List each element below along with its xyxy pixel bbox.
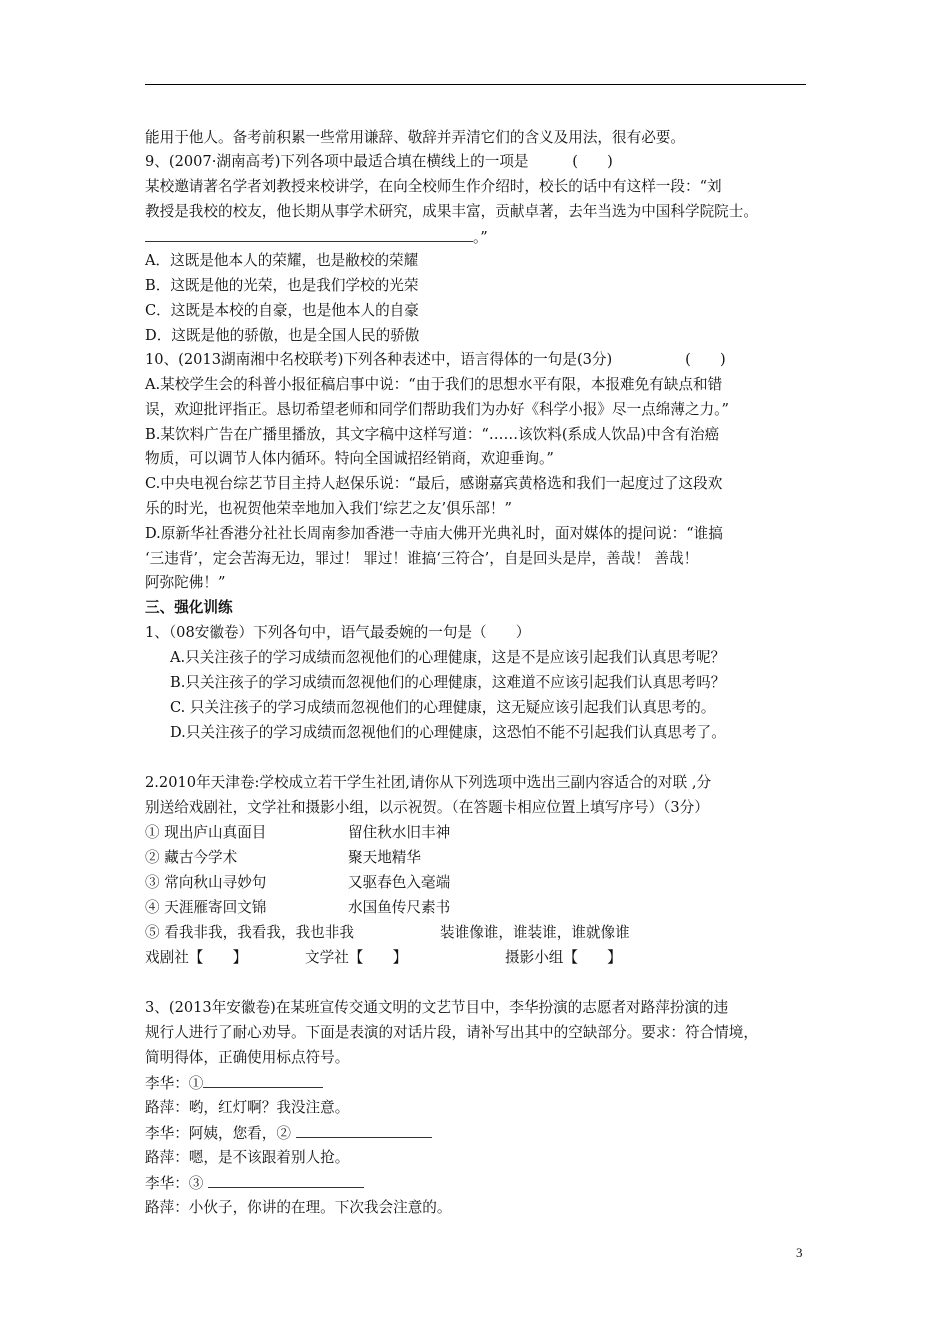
option-d: D．这既是他的骄傲，也是全国人民的骄傲 <box>145 327 420 344</box>
question-3: 3、(2013年安徽卷)在某班宣传交通文明的文艺节目中，李华扮演的志愿者对路萍扮演的违 <box>145 999 729 1016</box>
answer-blank[interactable] <box>145 227 473 242</box>
text-line: 能用于他人。备考前积累一些常用谦辞、敬辞并弄清它们的含义及用法，很有必要。 <box>145 129 685 146</box>
option-a: A.某校学生会的科普小报征稿启事中说：“由于我们的思想水平有限，本报难免有缺点和错 <box>145 376 723 393</box>
answer-photo[interactable]: 摄影小组【 】 <box>505 949 622 966</box>
option-b: B.只关注孩子的学习成绩而忽视他们的心理健康，这难道不应该引起我们认真思考吗？ <box>170 674 726 691</box>
couplet-right: 聚天地精华 <box>348 849 421 866</box>
question-9: 9、(2007·湖南高考)下列各项中最适合填在横线上的一项是 ( ) <box>145 153 613 170</box>
option-a: A.只关注孩子的学习成绩而忽视他们的心理健康，这是不是应该引起我们认真思考呢？ <box>170 649 726 666</box>
couplet-row: ② 藏古今学术 <box>145 849 238 866</box>
text-line: 教授是我校的校友，他长期从事学术研究，成果丰富，贡献卓著，去年当选为中国科学院院士。 <box>145 203 758 220</box>
option-d: D.原新华社香港分社社长周南参加香港一寺庙大佛开光典礼时，面对媒体的提问说：“谁搞 <box>145 525 723 542</box>
option-b: B．这既是他的光荣，也是我们学校的光荣 <box>145 277 419 294</box>
page-number: 3 <box>796 1245 803 1260</box>
dialogue-line: 路萍：小伙子，你讲的在理。下次我会注意的。 <box>145 1199 452 1216</box>
text-line: 简明得体，正确使用标点符号。 <box>145 1049 350 1066</box>
option-d: D.只关注孩子的学习成绩而忽视他们的心理健康，这恐怕不能不引起我们认真思考了。 <box>170 724 726 741</box>
couplet-right: 水国鱼传尺素书 <box>348 899 451 916</box>
couplet-right: 留住秋水旧丰神 <box>348 824 451 841</box>
answer-blank[interactable] <box>203 1073 323 1088</box>
text-line: 物质，可以调节人体内循环。特向全国诚招经销商，欢迎垂询。” <box>145 450 554 467</box>
text-line: 规行人进行了耐心劝导。下面是表演的对话片段，请补写出其中的空缺部分。要求：符合情境， <box>145 1024 758 1041</box>
answer-drama[interactable]: 戏剧社【 】 <box>145 949 248 966</box>
couplet-row: ⑤ 看我非我，我看我，我也非我 <box>145 924 354 941</box>
fill-blank-line <box>145 227 488 248</box>
text-fragment: 。” <box>473 229 488 246</box>
answer-blank[interactable] <box>208 1173 364 1188</box>
couplet-right: 又驱春色入毫端 <box>348 874 451 891</box>
option-a: A．这既是他本人的荣耀，也是敝校的荣耀 <box>145 252 419 269</box>
dialogue-line: 路萍：嗯，是不该跟着别人抢。 <box>145 1149 350 1166</box>
question-1: 1、（08安徽卷）下列各句中，语气最委婉的一句是（ ） <box>145 624 531 641</box>
couplet-row: ③ 常向秋山寻妙句 <box>145 874 267 891</box>
couplet-row: ④ 天涯雁寄回文锦 <box>145 899 267 916</box>
section-heading: 三、强化训练 <box>145 599 233 616</box>
text-line: ‘三违背’，定会苦海无边，罪过！ 罪过！谁搞‘三符合’，自是回头是岸，善哉！ 善哉！ <box>145 550 699 567</box>
text-line: 乐的时光，也祝贺他荣幸地加入我们‘综艺之友’俱乐部！” <box>145 500 512 517</box>
dialogue-line: 李华：③ <box>145 1173 364 1194</box>
dialogue-line: 路萍：哟，红灯啊？我没注意。 <box>145 1099 350 1116</box>
question-10: 10、(2013湖南湘中名校联考)下列各种表述中，语言得体的一句是(3分) ( ) <box>145 351 726 368</box>
option-c: C．这既是本校的自豪，也是他本人的自豪 <box>145 302 419 319</box>
text-line: 阿弥陀佛！” <box>145 574 226 591</box>
answer-literature[interactable]: 文学社【 】 <box>305 949 408 966</box>
couplet-right: 装谁像谁，谁装谁，谁就像谁 <box>440 924 630 941</box>
answer-blank[interactable] <box>296 1123 432 1138</box>
text-line: 别送给戏剧社，文学社和摄影小组，以示祝贺。（在答题卡相应位置上填写序号）（3分） <box>145 799 709 816</box>
text-line: 某校邀请著名学者刘教授来校讲学，在向全校师生作介绍时，校长的话中有这样一段：“刘 <box>145 178 722 195</box>
question-2: 2.2010年天津卷:学校成立若干学生社团,请你从下列选项中选出三副内容适合的对联 ,分 <box>145 774 712 791</box>
dialogue-line: 李华：① <box>145 1073 323 1094</box>
couplet-row: ① 现出庐山真面目 <box>145 824 267 841</box>
header-rule <box>145 84 806 85</box>
option-c: C.中央电视台综艺节目主持人赵保乐说：“最后，感谢嘉宾黄格选和我们一起度过了这段欢 <box>145 475 723 492</box>
text-line: 误，欢迎批评指正。恳切希望老师和同学们帮助我们为办好《科学小报》尽一点绵薄之力。” <box>145 401 729 418</box>
option-c: C. 只关注孩子的学习成绩而忽视他们的心理健康，这无疑应该引起我们认真思考的。 <box>170 699 716 716</box>
dialogue-line: 李华：阿姨，您看，② <box>145 1123 432 1144</box>
option-b: B.某饮料广告在广播里播放，其文字稿中这样写道：“……该饮料(系成人饮品)中含有治癌 <box>145 426 720 443</box>
